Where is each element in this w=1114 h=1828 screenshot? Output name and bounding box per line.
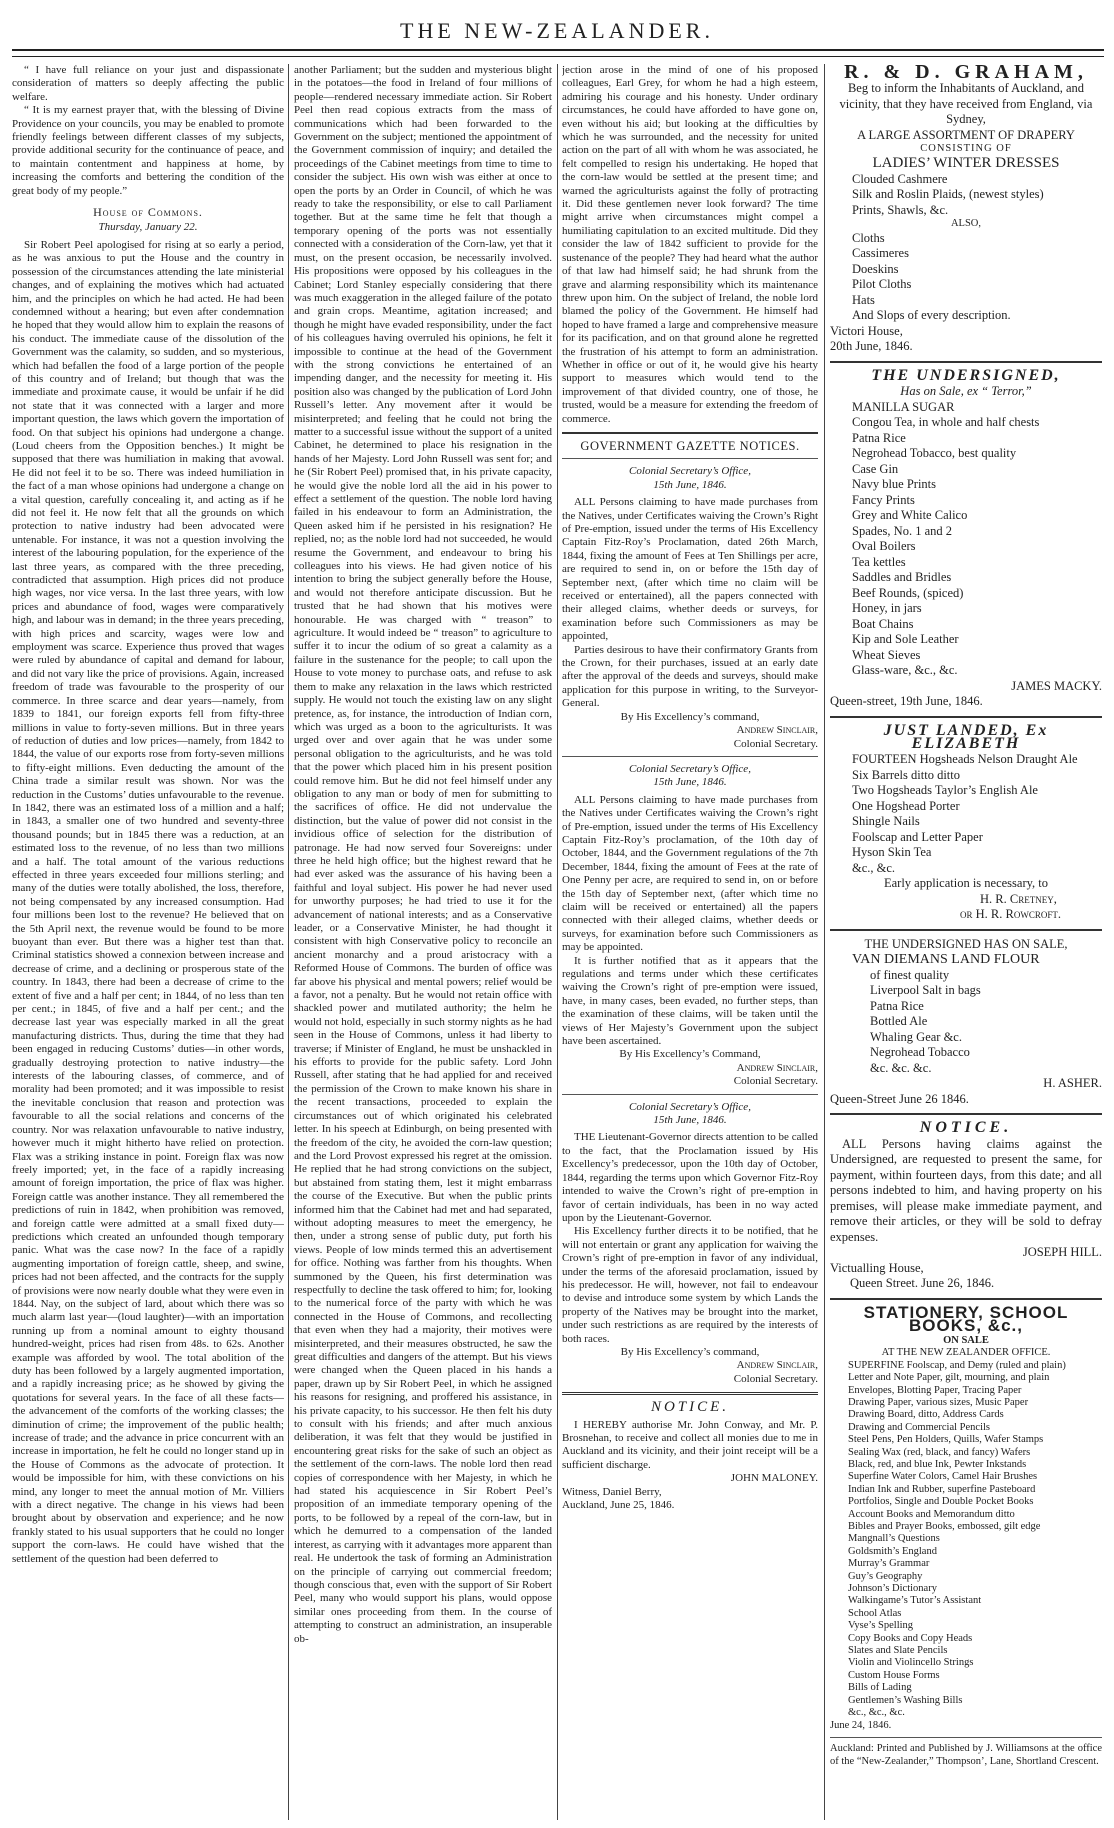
divider <box>830 716 1102 718</box>
stationery-list <box>830 1360 1102 1720</box>
stationery-item: Mangnall’s Questions <box>848 1533 940 1545</box>
notice-command: By His Excellency’s Command, <box>619 1048 761 1061</box>
asher-item: Patna Rice <box>870 998 924 1013</box>
notice-signature: Andrew Sinclair, <box>736 1359 818 1372</box>
notice-signature: Andrew Sinclair, <box>736 1061 818 1074</box>
stationery-date: June 24, 1846. <box>830 1719 892 1731</box>
notice-command: By His Excellency’s command, <box>620 1345 760 1358</box>
macky-item: Navy blue Prints <box>852 477 937 491</box>
graham-item: And Slops of every description. <box>852 308 1011 323</box>
notice-body: I HEREBY authorise Mr. John Conway, and Mr. P. Brosnehan, to receive and collect all monies due to me in Auckland and its vicinity, and their joint receipt will be a sufficient discharge. <box>562 1418 818 1471</box>
stationery-item: Bibles and Prayer Books, embossed, gilt edge <box>848 1521 1041 1532</box>
column-divider <box>824 64 825 1820</box>
stationery-item: Drawing Paper, various sizes, Music Paper <box>848 1396 1029 1408</box>
graham-title: R. & D. GRAHAM, <box>844 64 1088 83</box>
notice-office: Colonial Secretary’s Office, <box>629 1100 751 1113</box>
macky-title: THE UNDERSIGNED, <box>871 366 1061 384</box>
landed-apply: Early application is necessary, to <box>883 876 1049 891</box>
imprint: Auckland: Printed and Published by J. Williamsons at the office of the “New-Zealander,” Thompson’, Lane, Shortland Crescent. <box>830 1743 1102 1767</box>
macky-item: Patna Rice <box>852 430 906 445</box>
macky-item: Oval Boilers <box>852 539 916 553</box>
landed-item: One Hogshead Porter <box>852 798 960 813</box>
divider <box>562 1392 818 1395</box>
graham-assortment: A LARGE ASSORTMENT OF DRAPERY <box>857 127 1075 142</box>
macky-item: Tea kettles <box>852 554 906 569</box>
notice-body: His Excellency further directs it to be notified, that he will not entertain or grant any application for waiving the Crown’s right of pre-emption in favor of any individual, under the terms of the aforesaid proclamation, issued by his predecessor. He will, however, not fail to endeavour to devise and introduce some system by which Lands the property of the Natives may be brought into the market, under such restrictions as are required by the interests of both races. <box>562 1225 818 1345</box>
notice-date: 15th June, 1846. <box>653 1114 727 1127</box>
column-1 <box>12 64 284 1820</box>
notice-body: THE Lieutenant-Governor directs attention to be called to the fact, that the Proclamation issued by His Excellency’s predecessor, upon the 10th day of October, 1844, regarding the terms upon which Governor Fitz-Roy intended to waive the Crown’s right of pre-emption in favor of certain individuals, has been in no way acted upon by the Lieutenant-Governor. <box>562 1131 818 1224</box>
stationery-item: Drawing Board, ditto, Address Cards <box>848 1409 1004 1421</box>
hill-date: Queen Street. June 26, 1846. <box>850 1276 995 1291</box>
stationery-item: SUPERFINE Foolscap, and Demy (ruled and plain) <box>848 1359 1066 1371</box>
asher-item: &c. &c. &c. <box>870 1060 932 1075</box>
landed-item: Shingle Nails <box>852 814 920 829</box>
divider <box>562 756 818 757</box>
macky-item: Beef Rounds, (spiced) <box>852 585 964 600</box>
divider <box>562 458 818 459</box>
macky-item: Saddles and Bridles <box>852 570 952 584</box>
asher-item: Bottled Ale <box>870 1014 928 1029</box>
notice-signature: JOHN MALONEY. <box>730 1472 818 1485</box>
macky-item: Congou Tea, in whole and half chests <box>852 415 1040 429</box>
notice-command: By His Excellency’s command, <box>620 710 760 723</box>
macky-item: Wheat Sieves <box>852 647 921 662</box>
macky-item: Honey, in jars <box>852 601 922 615</box>
asher-item: of finest quality <box>870 967 950 982</box>
masthead-rule <box>12 49 1104 57</box>
stationery-item: Portfolios, Single and Double Pocket Books <box>848 1496 1034 1508</box>
landed-title: JUST LANDED, Ex ELIZABETH <box>883 721 1049 752</box>
stationery-item: Copy Books and Copy Heads <box>848 1632 973 1644</box>
stationery-location: AT THE NEW ZEALANDER OFFICE. <box>881 1347 1051 1359</box>
landed-item: Foolscap and Letter Paper <box>852 829 983 844</box>
stationery-on-sale: ON SALE <box>943 1334 989 1346</box>
landed-item: Six Barrels ditto ditto <box>852 767 960 782</box>
stationery-item: Guy’s Geography <box>848 1570 923 1582</box>
landed-agent: or H. R. Rowcroft. <box>960 907 1061 922</box>
house-of-commons-heading: House of Commons. <box>93 205 203 220</box>
graham-item: Cassimeres <box>852 246 909 261</box>
stationery-title: STATIONERY, SCHOOL BOOKS, &c., <box>863 1302 1069 1336</box>
stationery-item: Account Books and Memorandum ditto <box>848 1508 1015 1520</box>
notice-heading: NOTICE. <box>650 1399 730 1416</box>
masthead: THE NEW-ZEALANDER. <box>400 18 714 43</box>
notice-date: 15th June, 1846. <box>653 478 727 491</box>
divider <box>830 1737 1102 1738</box>
hill-signature: JOSEPH HILL. <box>1022 1245 1102 1260</box>
stationery-item: School Atlas <box>848 1607 902 1619</box>
divider <box>830 929 1102 931</box>
divider <box>562 432 818 434</box>
landed-item: Two Hogsheads Taylor’s English Ale <box>852 783 1038 798</box>
macky-item: Glass-ware, &c., &c. <box>852 663 958 677</box>
graham-dresses: LADIES’ WINTER DRESSES <box>872 155 1060 171</box>
macky-item: Spades, No. 1 and 2 <box>852 523 952 538</box>
stationery-item: &c., &c., &c. <box>848 1707 905 1719</box>
column-divider <box>557 64 558 1820</box>
macky-signature: JAMES MACKY. <box>1011 678 1102 693</box>
hill-title: NOTICE. <box>919 1119 1013 1137</box>
asher-title: THE UNDERSIGNED HAS ON SALE, <box>864 936 1068 951</box>
asher-item: Negrohead Tobacco <box>870 1045 970 1060</box>
notice-place-date: Auckland, June 25, 1846. <box>562 1499 675 1512</box>
notice-date: 15th June, 1846. <box>653 776 727 789</box>
macky-item: Negrohead Tobacco, best quality <box>852 446 1017 460</box>
intro-paragraph: “ It is my earnest prayer that, with the blessing of Divine Providence on your councils, you may be enabled to promote friendly feelings between different classes of my subjects, provide additional security for the continuance of peace, and to maintain contentment and happiness at home, by increasing the comforts and bettering the condition of the great body of my people.” <box>12 104 284 197</box>
graham-item: Clouded Cashmere <box>852 171 948 186</box>
graham-item: Hats <box>852 292 875 307</box>
notice-body: Parties desirous to have their confirmatory Grants from the Crown, for their purchases, issued at an early date after the approval of the deeds and surveys, should make application for this purpose in writing, to the Surveyor-General. <box>562 643 818 710</box>
stationery-item: Slates and Slate Pencils <box>848 1645 948 1657</box>
stationery-item: Letter and Note Paper, gilt, mourning, and plain <box>848 1372 1050 1384</box>
asher-signature: H. ASHER. <box>1043 1076 1102 1091</box>
graham-item: Silk and Roslin Plaids, (newest styles) <box>852 187 1044 201</box>
macky-subtitle: Has on Sale, ex “ Terror,” <box>900 384 1032 398</box>
graham-also: ALSO, <box>950 218 982 229</box>
stationery-item: Bills of Lading <box>848 1682 912 1694</box>
report-continuation: another Parliament; but the sudden and mysterious blight in the potatoes—the food in Ireland of four millions of people—rendered necessary immediate action. Sir Robert Peel then read copious extracts from the mass of communications which had been forwarded to the Government on the subject; mentioned the appointment of the Government commission of inquiry; and detailed the proceedings of the Cabinet meetings from time to time to consider the subject. His own wish was either at once to open the ports by an Order in Council, of which he was ready to take the responsibility, or else to call Parliament together. But at the same time he felt that though a temporary opening of the ports was not essentially connected with a consideration of the Corn-law, yet that it must, on the present occasion, be necessarily involved. His propositions were opposed by his colleagues in the Cabinet; Lord Stanley especially considering that there was much exaggeration in the alleged failure of the potato and grain crops. Meantime, agitation increased; and though he might have evaded responsibility, under the fact of his colleagues having overruled his opinions, he felt it impossible to continue at the head of the Government with the strong convictions he entertained of an impending danger, and the necessity for meeting it. His position also was changed by the publication of Lord John Russell’s letter. Any movement after it would be misinterpreted; and feeling that he could not bring the matter to a successful issue without the support of a united Cabinet, he determined to place his resignation in the hands of her Majesty. Lord John Russell was sent for; and he (Sir Robert Peel) promised that, in his private capacity, he would give the noble lord all the aid in his power to effect a settlement of the question. The noble lord having failed in his endeavour to form an Administration, the Queen asked him if he persisted in his resignation? He replied, no; as the noble lord had not succeeded, he would resume the Government, and endeavour to bring his colleagues into his views. He had given notice of his intention to bring the subject generally before the House, and would not therefore anticipate discussion. But he trusted that he had shown that his motives were honourable. He was charged with “ treason” to agriculture. It would indeed be “ treason” to agriculture to suffer it to incur the odium of so great a calamity as a failure in the sustenance for the people; to call upon the House to vote money to purchase oats, and refuse to ask them to make any relaxation in the laws which restricted supply. He would not touch the existing law on any slight pretence, as, for instance, the introduction of Indian corn, which was urged as a boon to the agriculturists. It was urged over and over again that he was under some personal obligation to the agriculturists, and he was told that the power which placed him in his present position could remove him. But he did not feel himself under any obligation to any man or body of men for submitting to the sacrifices of office. He did not undervalue the distinction, but the value of power did not consist in the invidious office of selection for the distribution of patronage. He had now served four Sovereigns: under three he held high office; but the highest reward that he had ever asked was the assurance of his having been a faithful and loyal subject. His power he had never used for unworthy purposes; he had tried to use it for the advancement of national interests; and as a Conservative leader, or a Conservative Minister, he had thought it consistent with high Conservative policy to reconcile an ancient monarchy and a proud aristocracy with a Reformed House of Commons. The burden of office was far above his physical and mental powers; relief would be a favor, not a penalty. But he would not retain office with shackled power and mutilated authority; the helm he would not hold, especially in such stormy nights as he had seen in the House of Commons, unless it had liberty to traverse; if Minister of England, he must be unshackled in his efforts to provide for the public safety. Lord John Russell, after stating that he had applied for and received the permission of the Crown to make known his share in the recent transactions, proceeded to explain the circumstances out of which originated his celebrated letter. In his speech at Edinburgh, on being presented with the freedom of the city, he avoided the corn-law question; and the Lord Provost expressed his regret at the omission. He replied that he had strong convictions on the subject, but abstained from stating them, lest it might embarrass the course of the Executive. But when the public prints informed him that the Cabinet had met and had separated, without adopting measures to meet the emergency, he then, under a strong sense of public duty, put forth his views. People of low minds termed this an advertisement for office. Nothing was farther from his thoughts. When summoned by the Queen, his first determination was respectfully to decline the task offered to him; for, looking to the numerical force of the party with which he was connected in the House of Commons, and recollecting that even when they had a majority, their motives were misinterpreted, and their measures obstructed, he saw the great difficulties and dangers of the attempt. But his views were changed when the Queen placed in his hands a paper, drawn up by Sir Robert Peel, in which he assigned his reasons for resigning, and proffered his assistance, in his private capacity, to his successor. He then felt his duty to consult with his friends; and after much anxious deliberation, it was felt that they would be justified in encountering great risks for the sake of such an object as the settlement of the corn-laws. The noble lord then read copies of correspondence with her Majesty, in which he had stated his acquiescence in Sir Robert Peel’s proposition of an immediate temporary opening of the ports, to be followed by a repeal of the corn-law, but in which he demurred to a compensation of the landed interest, as carrying with it advantages more apparent than real. He undertook the task of forming an Administration on the principle of carrying out commercial freedom; though conscious that, even with the support of Sir Robert Peel, many who would support his plans, would oppose similar ones proceeding from them. In the course of attempting to construct an administration, an insuperable ob- <box>294 64 552 1645</box>
asher-item: Liverpool Salt in bags <box>870 983 981 998</box>
hill-house: Victualling House, <box>830 1260 924 1275</box>
stationery-item: Black, red, and blue Ink, Pewter Inkstands <box>848 1458 1027 1470</box>
notice-body: ALL Persons claiming to have made purchases from the Natives under Certificates waiving the Crown’s right of Pre-emption, issued under the terms of His Excellency Captain Fitz-Roy’s proclamation, of the 10th day of October, 1844, and the Government regulations of the 7th December, 1844, fixing the amount of Fees at the rate of One Penny per acre, are required to send in, on or before the 15th day of September next, (after which time no claim will be received or entertained) all the papers connected with their alleged claims, whether deeds or surveys, for examination before such Commissioners as may be appointed. <box>562 793 818 954</box>
column-2 <box>294 64 552 1820</box>
stationery-item: Custom House Forms <box>848 1669 940 1681</box>
notice-body: It is further notified that as it appears that the regulations and terms under which these certificates waiving the Crown’s right of pre-emption were issued, have, in many cases, been evaded, no further steps, than the examination of these claims, will be taken until the views of Her Majesty’s Government upon the subject have been ascertained. <box>562 954 818 1048</box>
graham-item: Doeskins <box>852 261 899 276</box>
stationery-item: Sealing Wax (red, black, and fancy) Wafers <box>848 1446 1031 1458</box>
landed-item: &c., &c. <box>852 860 896 875</box>
graham-consisting: CONSISTING OF <box>920 143 1012 155</box>
notice-body: ALL Persons claiming to have made purchases from the Natives, under Certificates waiving the Crown’s Right of Pre-emption, issued under the terms of His Excellency Captain Fitz-Roy’s Proclamation, dated 26th March, 1844, fixing the amount of Fees at Ten Shillings per acre, are required to send in, on or before the 15th day of September next, (after which time no claim will be received or entertained), all the papers connected with their alleged claims, whether deeds or surveys, for examination before such Commissioners as may be appointed, <box>562 496 818 643</box>
macky-item: Case Gin <box>852 461 899 476</box>
asher-item: Whaling Gear &c. <box>870 1029 962 1044</box>
graham-item: Prints, Shawls, &c. <box>852 202 949 217</box>
stationery-item: Vyse’s Spelling <box>848 1620 914 1632</box>
stationery-item: Drawing and Commercial Pencils <box>848 1421 991 1433</box>
stationery-item: Walkingame’s Tutor’s Assistant <box>848 1595 982 1607</box>
divider <box>830 1113 1102 1115</box>
macky-item: Boat Chains <box>852 616 914 631</box>
report-date: Thursday, January 22. <box>98 221 198 234</box>
stationery-item: Murray’s Grammar <box>848 1558 930 1570</box>
graham-item: Cloths <box>852 230 885 245</box>
stationery-item: Steel Pens, Pen Holders, Quills, Wafer Stamps <box>848 1434 1044 1446</box>
divider <box>830 1298 1102 1300</box>
column-4 <box>830 64 1102 1820</box>
divider <box>562 1094 818 1095</box>
stationery-item: Goldsmith’s England <box>848 1545 937 1557</box>
landed-item: FOURTEEN Hogsheads Nelson Draught Ale <box>852 752 1078 767</box>
column-3 <box>562 64 818 1820</box>
stationery-item: Gentlemen’s Washing Bills <box>848 1694 963 1706</box>
graham-date: 20th June, 1846. <box>830 339 913 354</box>
notice-witness: Witness, Daniel Berry, <box>562 1485 662 1498</box>
landed-item: Hyson Skin Tea <box>852 845 932 860</box>
intro-paragraph: “ I have full reliance on your just and dispassionate consideration of matters so deeply affecting the public welfare. <box>12 64 284 103</box>
notice-office: Colonial Secretary’s Office, <box>629 465 751 478</box>
notice-office: Colonial Secretary’s Office, <box>629 762 751 775</box>
asher-place: Queen-Street June 26 1846. <box>830 1091 969 1106</box>
column-divider <box>288 64 289 1820</box>
macky-item: Kip and Sole Leather <box>852 632 959 646</box>
notice-title: Colonial Secretary. <box>733 737 818 750</box>
graham-place: Victori House, <box>830 323 903 338</box>
asher-item: VAN DIEMANS LAND FLOUR <box>852 952 1040 968</box>
graham-item: Pilot Cloths <box>852 277 912 292</box>
report-conclusion: jection arose in the mind of one of his proposed colleagues, Earl Grey, for whom he had a high esteem, admiring his courage and his honesty. Under ordinary circumstances, he could have afforded to have gone on, even without his aid; but looking at the difficulties by which he was surrounded, and the necessity for united action on the part of all with whom he was associated, he felt compelled to resign his undertaking. He hoped that the corn-law would be settled at the present time; and warned the agriculturists against the folly of protracting it. Did these gentlemen never look forward? The time might arrive when circumstances might compel a humiliating capitulation to an excited multitude. Did they consider the law of 1842 sufficient to provide for the sustenance of the people? They had heard what the author of that law had himself said; he had shrunk from the grave and alarming responsibility which its maintenance threw upon him. On the subject of Ireland, the noble lord blamed the policy of the Government. He himself had hoped to have framed a large and comprehensive measure for its pacification, and on that ground alone he regretted the frustration of his attempt to form an administration. Whether in office or out of it, he would give his hearty support to measures which would tend to the improvement of that divided country, one of those, he trusted, would be a measure for extending the freedom of commerce. <box>562 64 818 425</box>
notice-signature: Andrew Sinclair, <box>736 724 818 737</box>
stationery-item: Johnson’s Dictionary <box>848 1583 937 1595</box>
graham-intro: Beg to inform the Inhabitants of Auckland, and vicinity, that they have received from England, via Sydney, <box>839 81 1093 127</box>
macky-place: Queen-street, 19th June, 1846. <box>830 694 983 708</box>
notice-title: Colonial Secretary. <box>733 1075 818 1088</box>
stationery-item: Envelopes, Blotting Paper, Tracing Paper <box>848 1384 1022 1396</box>
gazette-heading: GOVERNMENT GAZETTE NOTICES. <box>580 438 800 453</box>
macky-item: Fancy Prints <box>852 492 915 507</box>
landed-agent: H. R. Cretney, <box>980 891 1057 906</box>
stationery-item: Violin and Violincello Strings <box>848 1657 974 1669</box>
macky-item: MANILLA SUGAR <box>852 399 955 414</box>
stationery-item: Indian Ink and Rubber, superfine Pasteboard <box>848 1483 1036 1495</box>
stationery-item: Superfine Water Colors, Camel Hair Brushes <box>848 1471 1038 1483</box>
report-body: Sir Robert Peel apologised for rising at so early a period, as he was anxious to put the House and the country in possession of the circumstances attending the late ministerial changes, and of explaining the motives which had actuated him, and the principles on which he had acted. He had been condemned without a hearing; but even after condemnation he hoped that they would allow him to explain the reasons of his conduct. The immediate cause of the dissolution of the Government was the calamity, so sudden, and so mysterious, which had befallen the food of a large portion of the people of this country and of Ireland; but though that was the immediate and proximate cause, it would be unfair if he did not state that it was connected with a larger and more important question, the laws which govern the importation of food. On that subject his opinions had undergone a change. (Loud cheers from the Opposition benches.) It might be supposed that there was humiliation in making that avowal. He did not feel it to be so. There was indeed humiliation in the fact of a man whose opinions had undergone a change on a vital question, carefully concealing it, and acting as if he did not feel it. He now felt that all the grounds on which protection to native industry had been advocated were untenable. For instance, it was not a question involving the interest of the labouring population, for the experience of the last three years, as compared with the three preceding, contradicted that assumption. High prices did not produce high wages, nor vice versa. In the last three years, with low prices and abundance of food, wages were comparatively high, and labour was in demand; in the three years preceding, with high prices and scarcity, wages were low and employment was scarce. Experience thus proved that wages were ruled by abundance of capital and demand for labour, and did not vary like the price of provisions. Again, increased freedom of trade was favourable to the prosperity of our commerce. In three scarce and dear years—namely, from 1839 to 1841, our foreign exports fell from fifty-three millions in value to forty-seven millions. But in three years of reduction of duties and low prices—namely, from 1842 to 1844, the value of our exports rose from forty-seven millions to fifty-eight millions. Even deducting the amount of the China trade a similar result was shown. Nor was the reduction in the Customs’ duties unfavourable to the revenue. In 1842, there was an estimated loss of a million and a half; in 1843, a smaller one of two hundred and seventy-three thousand pounds; but in 1845 there was a reduction, at an estimated loss to the revenue, of no less than two millions and a half. The total amount of the various reductions effected in three years exceeded four millions sterling; and many of the duties were totally abolished, the loss, therefore, not being compensated by any increased consumption. Had four millions been lost to the revenue? He believed that on the 5th April next, the revenue would be found to be more buoyant than ever. But there was a higher test than that. Criminal statistics showed a connexion between increase and decrease of crime, and a declining or prosperous state of the country. In 1843, there had been a decrease of crime to the extent of five and a half per cent; in 1844, of no less than ten per cent.; in 1845, of five and a half per cent.; and the decrease last year was especially marked in all the great manufacturing districts. Thus, during the time that they had been engaged in reducing Customs’ duties—in other words, gradually destroying protection to native industry—the interests of the labouring classes, of commerce, and of morality had been promoted; and it was impossible to resist the inevitable conclusion that reason and protection was favourable to all the social relations and concerns of the country. Nor was relaxation unfavourable to native industry, however much it might hitherto have relied on protection. Flax was a striking instance in point. Foreign flax was now freely imported; yet, in the face of a rapidly increasing amount of foreign importation, the price of flax was higher. Foreign cattle was another instance. They all remembered the predictions of ruin in 1842, when prohibition was removed, and foreign cattle were admitted at a small fixed duty—predictions which created an unfounded though temporary panic. What was the case now? In the face of a rapidly augmenting importation of foreign cattle, sheep, and swine, prices had not been affected, and the contracts for the supply of provisions were now nearly double what they were even in 1844. Nay, on the subject of lard, about which there was so much alarm last year—(loud laughter)—with an importation running up from a nominal amount to eighty thousand hundred-weight, prices had risen from 48s. to 62s. Another example was afforded by wool. The total abolition of the duty has been followed by a largely augmented importation, and a rapidly increasing price; as he showed by giving the quotations for several years. In the face of all these facts—the advancement of the comforts of the working classes; the diminution of crime; the improvement of the public health; increase of trade; and the advance in price concurrent with an increase in importation, he felt he could no longer stand up in the House of Commons as the advocate of protection. It would be impossible for him, with these convictions on his mind, any longer to meet the annual motion of Mr. Villiers with a direct negative. The change in his views had been brought about by observation and experience; and he now frankly stated to his usual supporters that he could no longer support the corn-laws. He could have wished that the settlement of the question had been deferred to <box>12 238 284 1565</box>
macky-item: Grey and White Calico <box>852 508 968 522</box>
hill-body: ALL Persons having claims against the Undersigned, are requested to present the same, for payment, within fourteen days, from this date; and all persons indebted to him, and having property on his premises, will please make immediate payment, and remove their articles, or they will be sold to defray expenses. <box>830 1136 1102 1244</box>
divider <box>830 361 1102 363</box>
notice-title: Colonial Secretary. <box>733 1372 818 1385</box>
